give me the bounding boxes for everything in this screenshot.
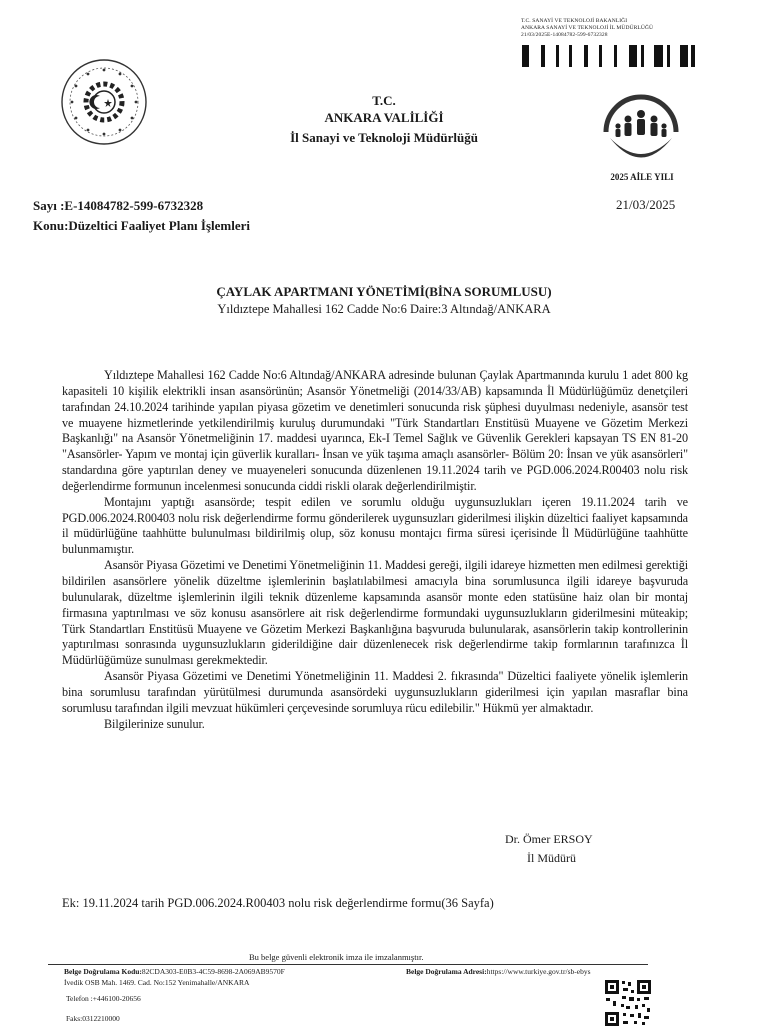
signature-name: Dr. Ömer ERSOY [505, 832, 593, 846]
paragraph-2: Montajını yaptığı asansörde; tespit edilen ve sorumlu olduğu uygunsuzlukları içeren 19.11.2024 tarih ve PGD.006.2024.R00403 nolu risk değerlendirme formu gönderilerek uygunsuzları giderilmesi ilişkin düzeltici faaliyet kapsamında il müdürlüğüne taahhütte bulunulması bildirilmiş olup, söz konusu montajcı firma süresi içerisinde İl Müdürlüğüne taahhütte bulunmamıştır. [62, 494, 688, 557]
paragraph-3: Asansör Piyasa Gözetimi ve Denetimi Yönetmeliğinin 11. Maddesi gereği, ilgili idareye hizmetten men edilmesi gerektiği bildirilen asansörlere yönelik düzeltme işlemlerinin başlatılabilmesi amacıyla bina sorumlusunca ilgili idareye başvuruda bulunularak, düzeltme işlemlerinin ilgili teknik düzenleme kapsamında asansör monte eden statüsüne haiz olan bir montaj firmasına yaptırılması ve söz konusu asansörlere ait risk değerlendirme formundaki uygunsuzlukların giderilmesini müteakip; Türk Standartları Enstitüsü Muayene ve Gözetim Merkezi Başkanlığına başvuruda bulunularak, asansörlerin takip kontrollerinin yaptırılması sonrasında uygunsuzlukların giderildiğine dair düzenlenecek risk değerlendirme takip formlarının tarafınızca İl Müdürlüğümüze sunulması gerekmektedir. [62, 558, 688, 668]
paragraph-5: Bilgilerinize sunulur. [104, 716, 205, 731]
verify-address [406, 967, 591, 976]
header-tc: T.C. [372, 93, 396, 108]
document-date: 21/03/2025 [616, 197, 676, 212]
tiny-header-line1: T.C. SANAYİ VE TEKNOLOJİ BAKANLIĞI [521, 18, 628, 24]
office-fax: Faks:0312210000 [66, 1014, 120, 1023]
number-value: E-14084782-599-6732328 [64, 198, 204, 213]
subject-label: Konu [33, 218, 65, 233]
attachment-note: Ek: 19.11.2024 tarih PGD.006.2024.R00403 nolu risk değerlendirme formu(36 Sayfa) [62, 896, 494, 910]
barcode [522, 45, 695, 67]
number-label: Sayı : [33, 198, 65, 213]
verify-code-value: 82CDA303-E0B3-4C59-8698-2A069AB9570F [141, 967, 285, 976]
office-address: İvedik OSB Mah. 1469. Cad. No:152 Yenimahalle/ANKARA [64, 978, 250, 987]
header-governorship: ANKARA VALİLİĞİ [324, 110, 444, 125]
verify-code-label: Belge Doğrulama Kodu: [64, 967, 142, 976]
qr-code-icon [604, 979, 652, 1027]
recipient-name: ÇAYLAK APARTMANI YÖNETİMİ(BİNA SORUMLUSU) [216, 284, 552, 299]
verify-address-label: Belge Doğrulama Adresi: [406, 967, 487, 976]
esign-note: Bu belge güvenli elektronik imza ile imzalanmıştır. [249, 952, 424, 962]
verify-code [64, 967, 285, 976]
document-subject [33, 218, 250, 234]
tiny-header-line3: 21/03/2025E-14084782-599-6732328 [521, 32, 608, 38]
recipient-address: Yıldıztepe Mahallesi 162 Cadde No:6 Daire:3 Altındağ/ANKARA [217, 302, 551, 316]
paragraph-4: Asansör Piyasa Gözetimi ve Denetimi Yönetmeliğinin 11. Maddesi 2. fıkrasında" Düzeltici faaliyete yönelik işlemlerin bina sorumlusu tarafından yürütülmesi durumunda asansördeki uygunsuzlukların giderilmesi için yapılan masraflar bina sorumlusu tarafından ilgili mevzuat hükümleri çerçevesinde sorumluya rücu edilebilir." Hükmü yer almaktadır. [62, 669, 688, 715]
subject-value: :Düzeltici Faaliyet Planı İşlemleri [64, 218, 251, 233]
paragraph-1: Yıldıztepe Mahallesi 162 Cadde No:6 Altındağ/ANKARA adresinde bulunan Çaylak Apartmanında kurulu 1 adet 800 kg kapasiteli 10 kişilik elektrikli insan asansörünün; Asansör Yönetmeliği (2014/33/AB) kapsamında İl Müdürlüğümüz denetçileri tarafından 24.10.2024 tarihinde yapılan piyasa gözetim ve denetimleri sonucunda risk şüphesi duyulması nedeniyle, asansör test ve muayene hizmetlerinde yetkilendirilmiş kuruluş durumundaki "Türk Standartları Enstitüsü Muayene ve Gözetim Merkezi Başkanlığı" na Asansör Yönetmeliğinin 17. maddesi uyarınca, Ek-I Temel Sağlık ve Güvenlik Gerekleri kapsayan TS EN 81-20 "Asansörler- Yapım ve montaj için güverlik kuralları- İnsan ve yük taşıma amaçlı asansörler- Bölüm 20: İnsan ve yük asansörleri" standardına göre yaptırılan deney ve muayeneleri sonucunda düzenlenen 19.11.2024 tarih ve PGD.006.2024.R00403 nolu risk değerlendirme formunun incelenmesi sonucunda ciddi riskli olarak değerlendirilmiştir. [62, 368, 688, 493]
office-phone: Telefon :+446100-20656 [66, 994, 141, 1003]
verify-address-link[interactable]: https://www.turkiye.gov.tr/sb-ebys [486, 967, 591, 976]
header-directorate: İl Sanayi ve Teknoloji Müdürlüğü [290, 130, 478, 145]
document-number [33, 198, 203, 214]
footer-divider [48, 964, 648, 965]
family-year-label: 2025 AİLE YILI [610, 172, 674, 182]
letter-body [62, 368, 688, 732]
tiny-header-line2: ANKARA SANAYİ VE TEKNOLOJİ İL MÜDÜRLÜĞÜ [521, 25, 654, 31]
signature-title: İl Müdürü [527, 851, 576, 865]
